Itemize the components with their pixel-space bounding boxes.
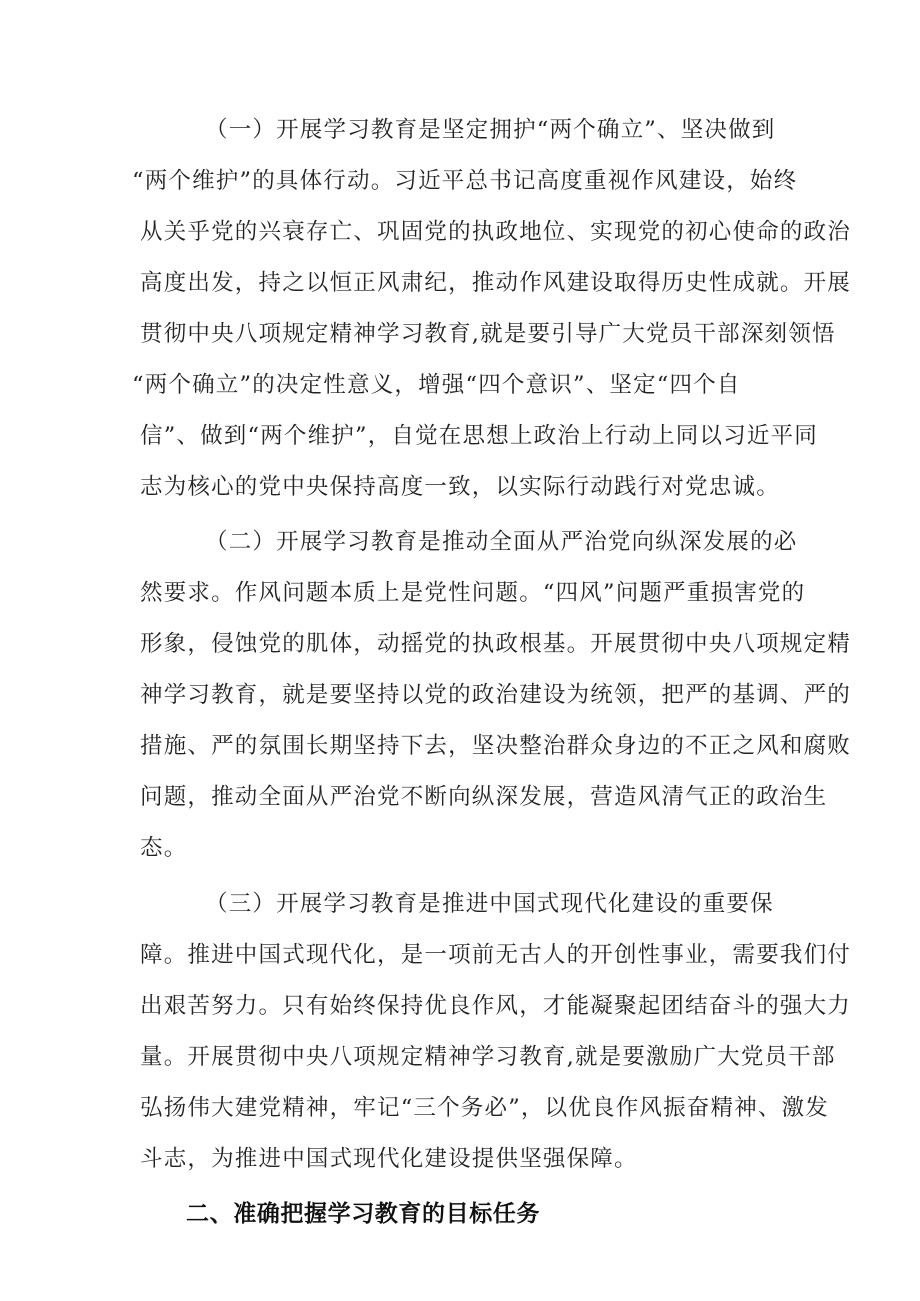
paragraph-line: 神学习教育，就是要坚持以党的政治建设为统领，把严的基调、严的 — [140, 682, 852, 708]
paragraph-line: 志为核心的党中央保持高度一致，以实际行动践行对党忠诚。 — [140, 474, 780, 500]
paragraph-line: 弘扬伟大建党精神，牢记“三个务必”，以优良作风振奋精神、激发 — [140, 1095, 830, 1121]
paragraph-line: 高度出发，持之以恒正风肃纪，推动作风建设取得历史性成就。开展 — [140, 270, 852, 296]
paragraph-line: 障。推进中国式现代化，是一项前无古人的开创性事业，需要我们付 — [140, 942, 852, 968]
paragraph-line: “两个维护”的具体行动。习近平总书记高度重视作风建设，始终 — [132, 168, 798, 194]
paragraph-line: 问题，推动全面从严治党不断向纵深发展，营造风清气正的政治生 — [140, 784, 828, 810]
paragraph-line: （二）开展学习教育是推动全面从严治党向纵深发展的必 — [205, 529, 798, 555]
paragraph-line: 量。开展贯彻中央八项规定精神学习教育,就是要激励广大党员干部 — [140, 1044, 836, 1070]
paragraph-line: 贯彻中央八项规定精神学习教育,就是要引导广大党员干部深刻领悟 — [140, 321, 836, 347]
paragraph-line: 措施、严的氛围长期坚持下去，坚决整治群众身边的不正之风和腐败 — [140, 733, 852, 759]
paragraph-line: 出艰苦努力。只有始终保持优良作风，才能凝聚起团结奋斗的强大力 — [140, 993, 852, 1019]
paragraph-line: 形象，侵蚀党的肌体，动摇党的执政根基。开展贯彻中央八项规定精 — [140, 631, 852, 657]
paragraph-line: 态。 — [140, 835, 188, 861]
section-heading: 二、准确把握学习教育的目标任务 — [186, 1201, 540, 1227]
paragraph-line: 信”、做到“两个维护”，自觉在思想上政治上行动上同以习近平同 — [140, 423, 819, 449]
paragraph-line: “两个确立”的决定性意义，增强“四个意识”、坚定“四个自 — [132, 372, 741, 398]
paragraph-line: （三）开展学习教育是推进中国式现代化建设的重要保 — [205, 891, 774, 917]
paragraph-line: （一）开展学习教育是坚定拥护“两个确立”、坚决做到 — [205, 117, 776, 143]
paragraph-line: 从关乎党的兴衰存亡、巩固党的执政地位、实现党的初心使命的政治 — [140, 219, 852, 245]
paragraph-line: 斗志，为推进中国式现代化建设提供坚强保障。 — [140, 1146, 638, 1172]
paragraph-line: 然要求。作风问题本质上是党性问题。“四风”问题严重损害党的 — [140, 580, 806, 606]
